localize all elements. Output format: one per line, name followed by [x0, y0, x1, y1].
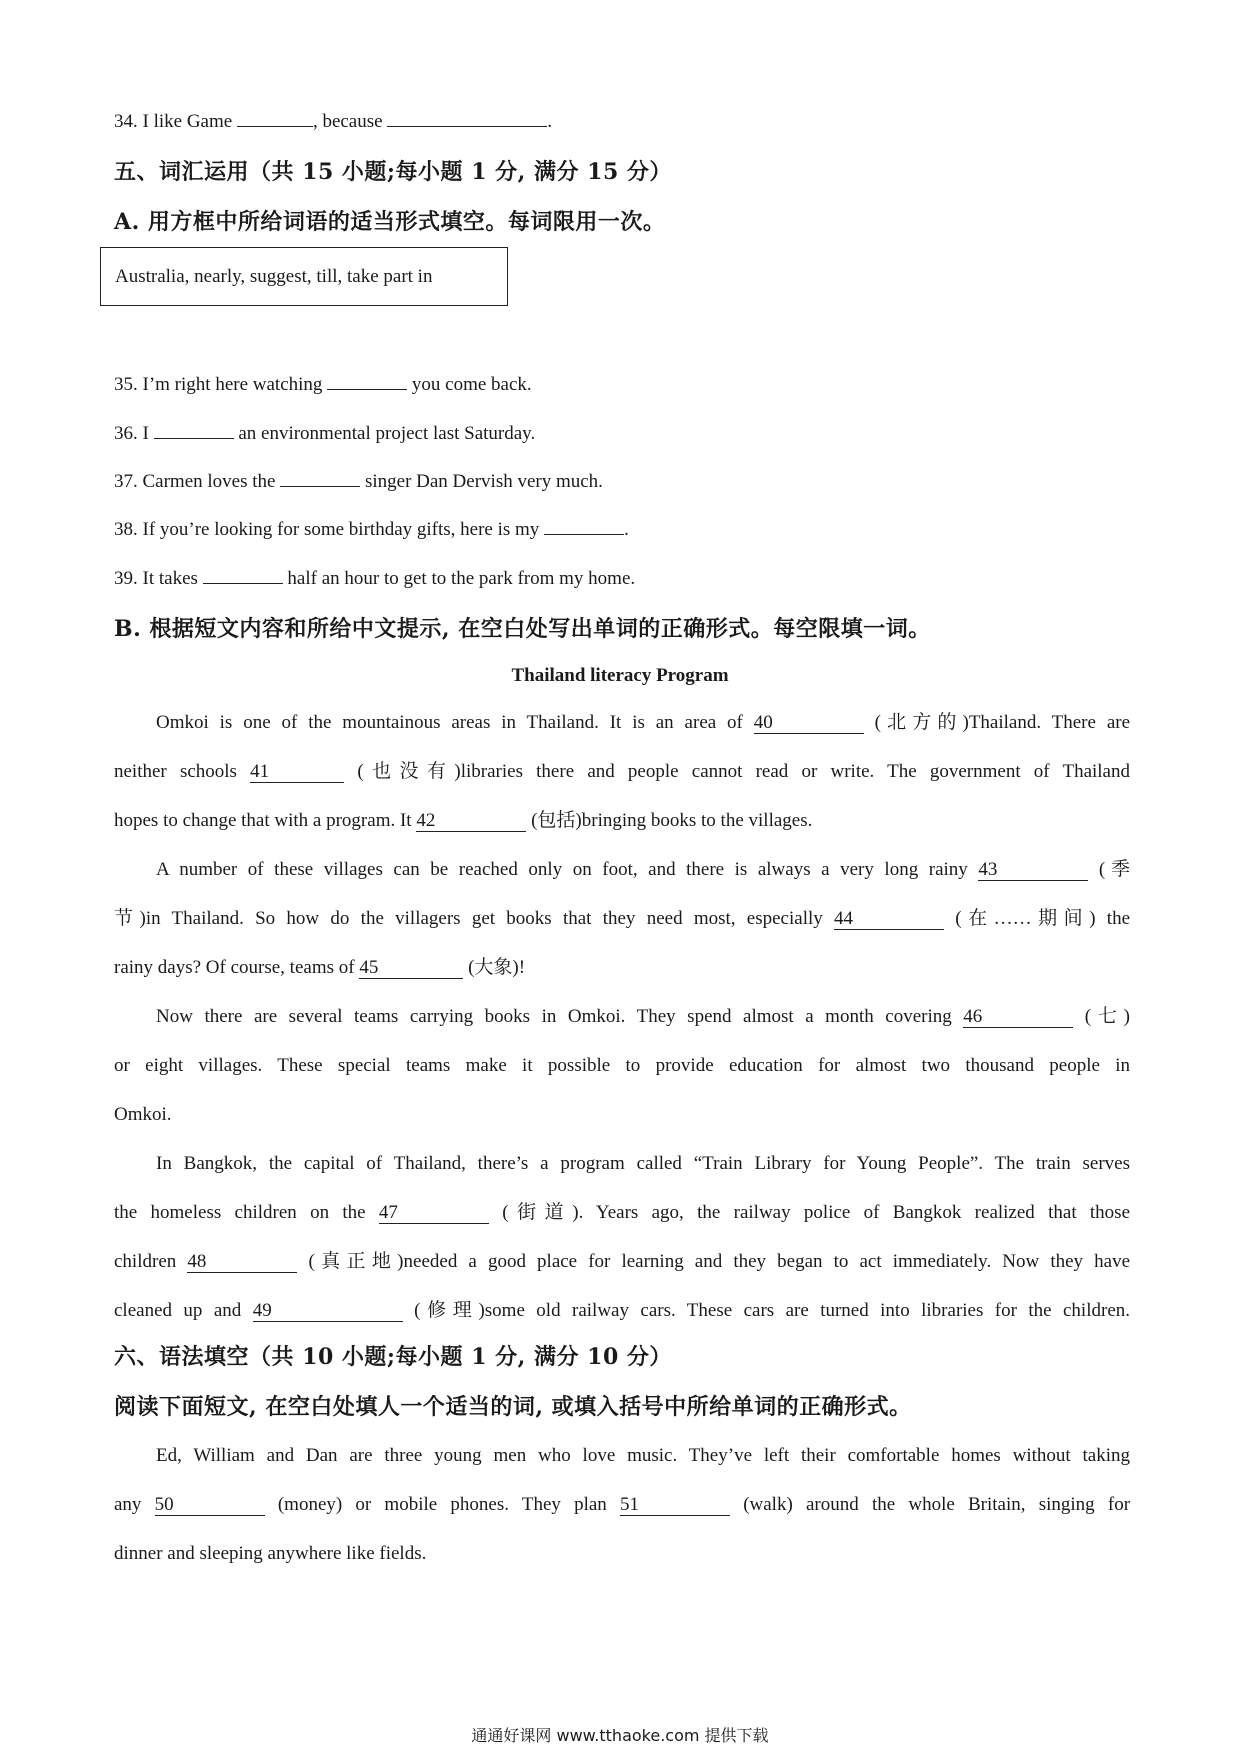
blank-46[interactable]: 46: [963, 1007, 1073, 1028]
blank-50[interactable]: 50: [155, 1495, 265, 1516]
question-37: 37. Carmen loves the singer Dan Dervish very much.: [114, 468, 603, 493]
passage-paragraph-1: Omkoi is one of the mountainous areas in Thailand. It is an area of 40 (北方的)Thailand. There are neither schools 41 (也没有)libraries there and people cannot read or write. The government of Thailand hopes to change that with a program. It 42 (包括)bringing books to the villages.: [114, 712, 1131, 831]
answer-blank[interactable]: [237, 108, 313, 127]
section-6-title: 六、语法填空（共 10 小题;每小题 1 分, 满分 10 分）: [114, 1344, 672, 1370]
answer-blank[interactable]: [544, 516, 624, 535]
section-5-title: 五、词汇运用（共 15 小题;每小题 1 分, 满分 15 分）: [114, 159, 672, 185]
part-a-title: A. 用方框中所给词语的适当形式填空。每词限用一次。: [114, 209, 666, 235]
grammar-paragraph-1: Ed, William and Dan are three young men who love music. They’ve left their comfortable homes without taking any 50 (money) or mobile phones. They plan 51 (walk) around the whole Britain, singing for dinner and sleeping anywhere like fields.: [114, 1445, 1131, 1564]
word-box: Australia, nearly, suggest, till, take part in: [100, 247, 508, 306]
blank-40[interactable]: 40: [754, 713, 864, 734]
passage-paragraph-3: Now there are several teams carrying books in Omkoi. They spend almost a month covering 46 (七) or eight villages. These special teams make it possible to provide education for almost two thousand people in Omkoi.: [114, 1006, 1131, 1125]
answer-blank[interactable]: [280, 468, 360, 487]
question-38: 38. If you’re looking for some birthday gifts, here is my .: [114, 516, 629, 541]
part-b-title: B. 根据短文内容和所给中文提示, 在空白处写出单词的正确形式。每空限填一词。: [114, 616, 931, 642]
blank-44[interactable]: 44: [834, 909, 944, 930]
blank-48[interactable]: 48: [187, 1252, 297, 1273]
question-35: 35. I’m right here watching you come back.: [114, 371, 532, 396]
question-36: 36. I an environmental project last Saturday.: [114, 420, 535, 445]
blank-47[interactable]: 47: [379, 1203, 489, 1224]
blank-49[interactable]: 49: [253, 1301, 403, 1322]
passage-title: Thailand literacy Program: [511, 665, 729, 686]
answer-blank[interactable]: [154, 420, 234, 439]
blank-51[interactable]: 51: [620, 1495, 730, 1516]
blank-45[interactable]: 45: [359, 958, 463, 979]
question-34: 34. I like Game , because .: [114, 108, 552, 133]
answer-blank[interactable]: [203, 565, 283, 584]
answer-blank[interactable]: [387, 108, 547, 127]
question-39: 39. It takes half an hour to get to the park from my home.: [114, 565, 635, 590]
section-6-instruction: 阅读下面短文, 在空白处填人一个适当的词, 或填入括号中所给单词的正确形式。: [114, 1394, 912, 1420]
passage-paragraph-2: A number of these villages can be reached only on foot, and there is always a very long rainy 43 (季 节)in Thailand. So how do the villagers get books that they need most, especially 44 (在……期间) the rainy days? Of course, teams of 45 (大象)!: [114, 859, 1131, 978]
blank-42[interactable]: 42: [416, 811, 526, 832]
answer-blank[interactable]: [327, 371, 407, 390]
footer-credit: 通通好课网 www.tthaoke.com 提供下载: [471, 1726, 769, 1745]
blank-43[interactable]: 43: [978, 860, 1088, 881]
passage-paragraph-4: In Bangkok, the capital of Thailand, there’s a program called “Train Library for Young People”. The train serves the homeless children on the 47 (街道). Years ago, the railway police of Bangkok realized that those children 48 (真正地)needed a good place for learning and they began to act immediately. Now they have cleaned up and 49 (修理)some old railway cars. These cars are turned into libraries for the children.: [114, 1153, 1131, 1321]
blank-41[interactable]: 41: [250, 762, 344, 783]
